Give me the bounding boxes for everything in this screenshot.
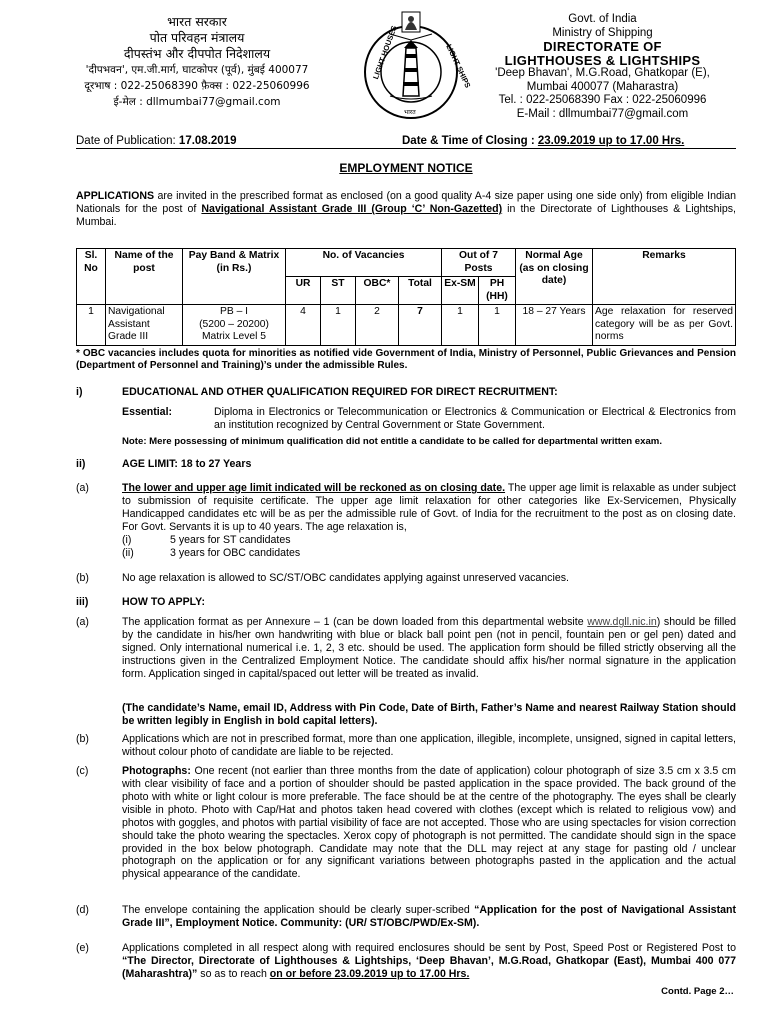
age-b-label: (b)	[76, 572, 89, 584]
age-relax-i-text: 5 years for ST candidates	[170, 534, 291, 546]
th-pay: Pay Band & Matrix (in Rs.)	[183, 249, 286, 305]
obc-note: * OBC vacancies includes quota for minorities as notified vide Government of India, Ministry of Personnel, Public Grievances and Pension (Department of Personnel and Training)’s under the admissible Rules.	[76, 348, 736, 372]
td-st: 1	[321, 305, 356, 346]
apply-e-text	[122, 942, 736, 981]
age-a-bold: The lower and upper age limit indicated will be reckoned as on closing date.	[122, 482, 506, 494]
apply-a-part2: ) should be filled by the candidate in his/her own handwriting with blue or black ball point pen (not in pencil, fountain pen or gel pen) dated and signed. Only international numerical i.e. 1, 2, 3 etc. should be used. The application form should be filled strictly observing all the instructions given in the Centralized Employment Notice. The candidate should affix his/her normal signature in the application form. Application singed in capital/spaced out letter will be treated as invalid.	[122, 616, 736, 680]
en-govt: Govt. of India	[568, 13, 637, 25]
lighthouse-emblem-logo	[360, 10, 473, 128]
apply-d-label: (d)	[76, 904, 89, 916]
pub-value: 17.08.2019	[178, 135, 237, 147]
en-directorate: DIRECTORATE OF	[543, 39, 662, 54]
td-obc: 2	[356, 305, 399, 346]
section-iii-title: HOW TO APPLY:	[122, 596, 205, 608]
td-sl: 1	[77, 305, 106, 346]
td-total: 7	[399, 305, 442, 346]
td-ph: 1	[479, 305, 516, 346]
send-address: “The Director, Directorate of Lighthouses & Lightships, ‘Deep Bhavan’, M.G.Road, Ghatkopar (East), Mumbai 400 077 (Maharashtra)”	[122, 954, 736, 980]
hindi-phone: दूरभाष : 022-25068390 फ़ैक्स : 022-25060996	[84, 80, 310, 92]
apply-a-text	[122, 616, 736, 681]
intro-part2: in the Directorate of Lighthouses & Lightships, Mumbai.	[76, 202, 736, 228]
continued-footer: Contd. Page 2…	[661, 986, 734, 997]
age-b-text: No age relaxation is allowed to SC/ST/OBC candidates applying against unreserved vacancies.	[122, 572, 569, 584]
apply-b-text: Applications which are not in prescribed format, more than one application, illegible, incomplete, unsigned, signed in capital letters, without colour photo of candidate are liable to be rejected.	[122, 733, 736, 758]
td-pay	[183, 305, 286, 346]
section-ii-number: ii)	[76, 458, 86, 470]
th-sl: Sl. No	[77, 249, 106, 305]
section-i-title: EDUCATIONAL AND OTHER QUALIFICATION REQUIRED FOR DIRECT RECRUITMENT:	[122, 386, 558, 398]
header-english	[470, 13, 735, 121]
header-divider	[76, 148, 736, 149]
hindi-email: ई-मेल : dllmumbai77@gmail.com	[113, 96, 281, 108]
en-ministry: Ministry of Shipping	[552, 26, 653, 39]
publication-date	[76, 134, 236, 148]
th-age: Normal Age (as on closing date)	[516, 249, 593, 305]
website-link[interactable]: www.dgll.nic.in	[587, 616, 657, 628]
envelope-text: The envelope containing the application should be clearly super-scribed	[122, 904, 475, 916]
photographs-text: One recent (not earlier than three months from the date of application) colour photograph of size 3.5 cm x 3.5 cm with clear visibility of face and a portion of shoulder should be pasted application in the space provided. The back ground of the photo with white or light colour is more preferable. The face should be at the centre of the photography. The eyes shall be clearly visible in photo. Photo with Cap/Hat and photos taken head covered with clothes (except which is related to religious vow) and photos with goggles, and photos with partial visibility of face are not accepted. Those who are using spectacles for vision correction should take the photo wearing the spectacles. Xerox copy of photograph is not permitted. The candidate should sign in the space provided in the box below photograph. Candidate may note that the DLL may reject at any stage for pasting old / unclear photograph on the application or for any significant variations between photographs pasted in the application and the actual physical appearance of the candidate.	[122, 765, 736, 881]
th-ur: UR	[286, 277, 321, 305]
age-relax-ii-label: (ii)	[122, 547, 134, 559]
intro-part1: are invited in the prescribed format as enclosed (on a good quality A-4 size paper using one side only) from eligible Indian Nationals for the post of	[76, 190, 736, 215]
age-relax-i-label: (i)	[122, 534, 132, 546]
hindi-govt: भारत सरकार	[167, 14, 227, 29]
age-a-text	[122, 482, 736, 534]
th-exsm: Ex-SM	[442, 277, 479, 305]
en-phone: Tel. : 022-25068390 Fax : 022-25060996	[498, 94, 707, 106]
th-out-of: Out of 7 Posts	[442, 249, 516, 277]
intro-post: Navigational Assistant Grade III (Group ‘C’ Non-Gazetted)	[201, 202, 503, 215]
section-i-number: i)	[76, 386, 83, 398]
page-title	[76, 161, 736, 176]
age-relax-ii-text: 3 years for OBC candidates	[170, 547, 301, 559]
apply-a-bold-note: (The candidate’s Name, email ID, Address with Pin Code, Date of Birth, Father’s Name and nearest Railway Station should be written legibly in English in bold capital letters).	[122, 702, 736, 727]
td-age: 18 – 27 Years	[516, 305, 593, 346]
td-remarks: Age relaxation for reserved category will be as per Govt. norms	[593, 305, 736, 346]
th-vacancies: No. of Vacancies	[286, 249, 442, 277]
apply-c-label: (c)	[76, 765, 89, 777]
intro-lead: APPLICATIONS	[76, 190, 155, 202]
close-label: Date & Time of Closing :	[402, 135, 538, 147]
th-st: ST	[321, 277, 356, 305]
photographs-label: Photographs:	[122, 765, 191, 777]
apply-a-part1: The application format as per Annexure – 1 (can be down loaded from this departmental website	[122, 616, 588, 628]
en-city: Mumbai 400077 (Maharastra)	[526, 80, 679, 93]
pay-band: PB – I	[219, 306, 249, 318]
section-iii-number: iii)	[76, 596, 89, 608]
apply-a-label: (a)	[76, 616, 89, 628]
vacancy-table	[76, 248, 736, 346]
pay-matrix: Matrix Level 5	[201, 331, 267, 343]
pay-range: (5200 – 20200)	[199, 318, 269, 330]
td-ur: 4	[286, 305, 321, 346]
close-value: 23.09.2019 up to 17.00 Hrs.	[537, 135, 685, 147]
en-email: E-Mail : dllmumbai77@gmail.com	[516, 107, 689, 120]
age-a-label: (a)	[76, 482, 89, 494]
td-exsm: 1	[442, 305, 479, 346]
envelope-superscription: “Application for the post of Navigational Assistant Grade III”, Employment Notice. Community: (UR/ ST/OBC/PWD/Ex-SM).	[122, 904, 736, 929]
section-ii-title: AGE LIMIT: 18 to 27 Years	[122, 458, 252, 470]
title-text: EMPLOYMENT NOTICE	[339, 161, 473, 175]
closing-date	[402, 134, 684, 148]
th-total: Total	[399, 277, 442, 305]
send-deadline: on or before 23.09.2019 up to 17.00 Hrs.	[269, 967, 470, 980]
header-hindi	[52, 14, 342, 110]
hindi-address: 'दीपभवन', एम.जी.मार्ग, घाटकोपर (पूर्व), मुंबई 400077	[85, 64, 309, 76]
th-ph: PH (HH)	[479, 277, 516, 305]
en-lighthouses: LIGHTHOUSES & LIGHTSHIPS	[504, 52, 701, 68]
hindi-ministry: पोत परिवहन मंत्रालय	[149, 30, 245, 45]
hindi-directorate: दीपस्तंभ और दीपपोत निदेशालय	[123, 46, 271, 61]
age-a-rest: The upper age limit is relaxable as under subject to submission of requisite certificate. The upper age limit relaxation for other categories like Ex-Servicemen, Physically Handicapped candidates etc will be as per the admissible rule of Govt. of India for the recruitment to the post as on closing date. For Govt. Servants it is up to 40 years. The age relaxation is,	[122, 482, 736, 533]
th-remarks: Remarks	[593, 249, 736, 305]
logo-text-right: LIGHT SHIPS	[444, 42, 473, 90]
send-text2: so as to reach	[197, 967, 270, 980]
logo-text-left: LIGHT HOUSES	[371, 24, 399, 81]
send-text: Applications completed in all respect along with required enclosures should be sent by Post, Speed Post or Registered Post to	[122, 942, 736, 954]
intro-paragraph	[76, 190, 736, 229]
td-name: Navigational Assistant Grade III	[106, 305, 183, 346]
en-address: 'Deep Bhavan', M.G.Road, Ghatkopar (E),	[495, 67, 710, 79]
apply-e-label: (e)	[76, 942, 89, 954]
pub-label: Date of Publication:	[76, 135, 179, 147]
apply-d-text	[122, 904, 736, 930]
logo-bottom-text: भारत	[404, 109, 416, 116]
th-name: Name of the post	[106, 249, 183, 305]
apply-c-text	[122, 765, 736, 881]
table-row	[77, 305, 736, 346]
essential-text: Diploma in Electronics or Telecommunication or Electronics & Communication or Electrical & Electronics from an institution recognized by Central Government or State Government.	[214, 406, 736, 431]
apply-b-label: (b)	[76, 733, 89, 745]
qualification-note: Note: Mere possessing of minimum qualification did not entitle a candidate to be called for departmental written exam.	[122, 436, 663, 447]
th-obc: OBC*	[356, 277, 399, 305]
essential-label: Essential:	[122, 406, 173, 418]
